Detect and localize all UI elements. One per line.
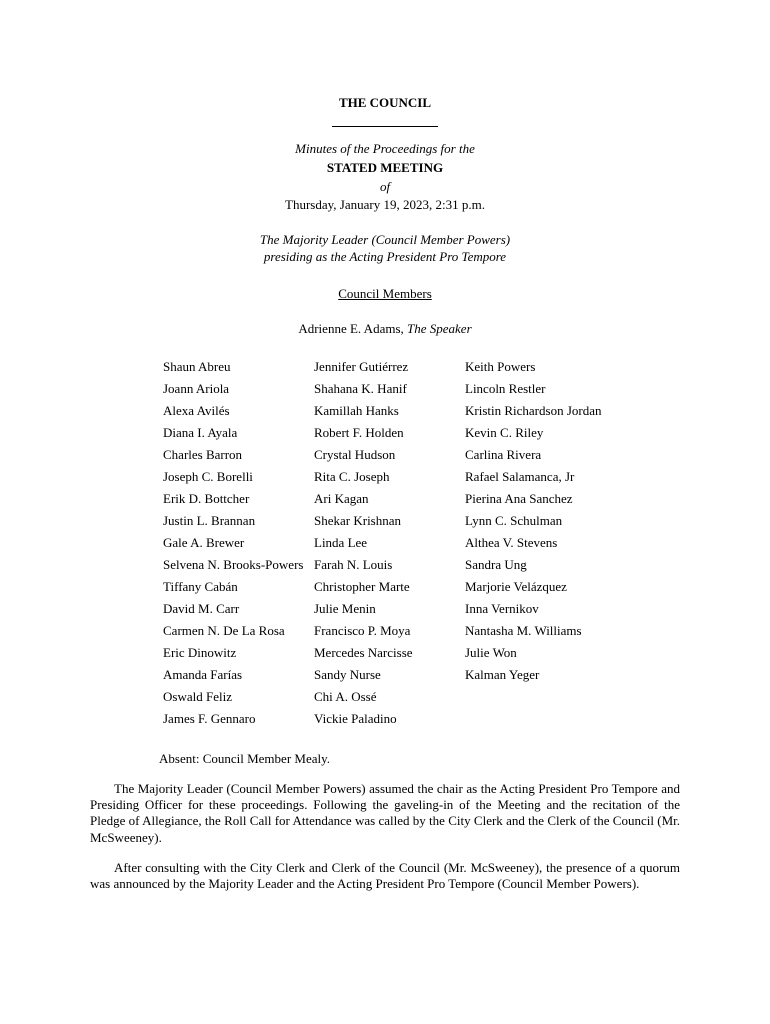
member-column-2 [314,358,413,732]
council-member-name: Crystal Hudson [314,447,396,462]
council-member-name: Sandra Ung [465,557,527,572]
council-member-name: Tiffany Cabán [163,579,238,594]
speaker-title: The Speaker [407,321,472,336]
document-title: THE COUNCIL [338,95,432,110]
council-member-name: Chi A. Ossé [314,689,377,704]
quorum-paragraph: After consulting with the City Clerk and Clerk of the Council (Mr. McSweeney), the presence of a quorum was announced by the Majority Leader and the Acting President Pro Tempore (Council Member Powers). [90,860,680,892]
council-member-name: Carmen N. De La Rosa [163,623,285,638]
council-member-name: Marjorie Velázquez [465,579,567,594]
council-member-name: Farah N. Louis [314,557,393,572]
speaker-name: Adrienne E. Adams, [298,321,404,336]
council-member-name: Charles Barron [163,447,243,462]
council-member-name: Justin L. Brannan [163,513,256,528]
council-member-name: Kristin Richardson Jordan [465,403,602,418]
council-member-name: Kalman Yeger [465,667,540,682]
council-member-name: Amanda Farías [163,667,243,682]
meeting-type: STATED MEETING [326,160,444,175]
council-member-name: Francisco P. Moya [314,623,411,638]
speaker-line [0,320,770,337]
member-column-1 [163,358,303,732]
presiding-line-2: presiding as the Acting President Pro Tempore [263,249,507,264]
council-member-name: Joann Ariola [163,381,230,396]
council-member-name: Gale A. Brewer [163,535,245,550]
council-member-name: Nantasha M. Williams [465,623,582,638]
title-rule [332,126,438,127]
council-member-name: James F. Gennaro [163,711,256,726]
council-member-name: Kamillah Hanks [314,403,399,418]
council-member-name: Jennifer Gutiérrez [314,359,409,374]
council-member-name: Selvena N. Brooks-Powers [163,557,304,572]
council-member-name: Julie Menin [314,601,376,616]
council-member-name: Robert F. Holden [314,425,404,440]
council-member-name: Vickie Paladino [314,711,397,726]
council-member-name: Rita C. Joseph [314,469,390,484]
council-member-name: Alexa Avilés [163,403,230,418]
council-member-name: Shaun Abreu [163,359,231,374]
absent-line: Absent: Council Member Mealy. [159,751,331,766]
council-member-name: Lincoln Restler [465,381,546,396]
council-member-name: Lynn C. Schulman [465,513,563,528]
council-member-name: Julie Won [465,645,517,660]
council-member-name: David M. Carr [163,601,240,616]
council-member-name: Joseph C. Borelli [163,469,253,484]
council-member-name: Eric Dinowitz [163,645,237,660]
council-member-name: Keith Powers [465,359,536,374]
council-member-name: Kevin C. Riley [465,425,544,440]
council-member-name: Inna Vernikov [465,601,539,616]
council-member-name: Rafael Salamanca, Jr [465,469,575,484]
council-member-name: Althea V. Stevens [465,535,558,550]
council-member-name: Shekar Krishnan [314,513,402,528]
member-column-3 [465,358,601,688]
council-member-name: Mercedes Narcisse [314,645,413,660]
council-member-name: Diana I. Ayala [163,425,238,440]
council-member-name: Ari Kagan [314,491,369,506]
presiding-line-1: The Majority Leader (Council Member Powers) [259,232,511,247]
council-member-name: Sandy Nurse [314,667,381,682]
council-members-heading: Council Members [338,286,432,301]
council-member-name: Oswald Feliz [163,689,232,704]
council-member-name: Christopher Marte [314,579,410,594]
minutes-line: Minutes of the Proceedings for the [295,141,475,156]
council-member-name: Pierina Ana Sanchez [465,491,573,506]
council-member-name: Erik D. Bottcher [163,491,250,506]
council-member-name: Carlina Rivera [465,447,542,462]
council-member-name: Shahana K. Hanif [314,381,407,396]
of-line: of [379,179,391,194]
proceedings-paragraph: The Majority Leader (Council Member Powers) assumed the chair as the Acting President Pro Tempore and Presiding Officer for these proceedings. Following the gaveling-in of the Meeting and the recitation of the Pledge of Allegiance, the Roll Call for Attendance was called by the City Clerk and the Clerk of the Council (Mr. McSweeney). [90,781,680,845]
meeting-date: Thursday, January 19, 2023, 2:31 p.m. [285,197,485,212]
council-member-name: Linda Lee [314,535,368,550]
